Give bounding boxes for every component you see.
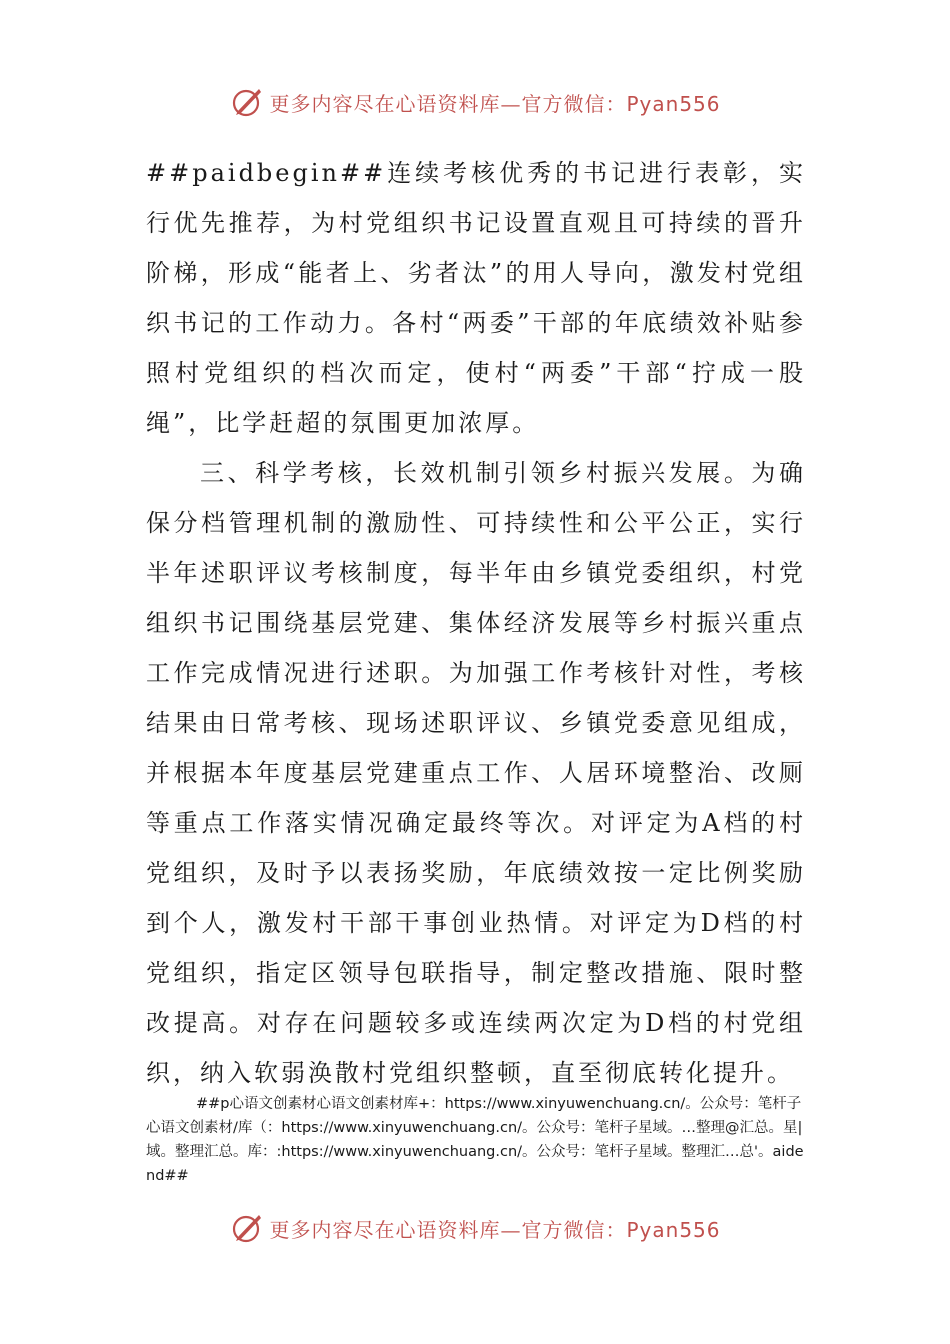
document-body	[146, 148, 806, 1098]
footnote: ##p心语文创素材心语文创素材库+：https://www.xinyuwenchuang.cn/。公众号：笔杆子心语文创素材/库（：https://www.xinyuwenchuang.cn/。公众号：笔杆子星域。…整理@汇总。星|域。整理汇总。库：:https://www.xinyuwenchuang.cn/。公众号：笔杆子星域。整理汇…总'。aidend##	[146, 1096, 804, 1184]
quill-pen-circle-icon	[229, 1210, 265, 1246]
paragraph: 三、科学考核，长效机制引领乡村振兴发展。为确保分档管理机制的激励性、可持续性和公平公正，实行半年述职评议考核制度，每半年由乡镇党委组织，村党组织书记围绕基层党建、集体经济发展等乡村振兴重点工作完成情况进行述职。为加强工作考核针对性，考核结果由日常考核、现场述职评议、乡镇党委意见组成，并根据本年度基层党建重点工作、人居环境整治、改厕等重点工作落实情况确定最终等次。对评定为A档的村党组织，及时予以表扬奖励，年底绩效按一定比例奖励到个人，激发村干部干事创业热情。对评定为D档的村党组织，指定区领导包联指导，制定整改措施、限时整改提高。对存在问题较多或连续两次定为D档的村党组织，纳入软弱涣散村党组织整顿，直至彻底转化提升。	[146, 459, 806, 1087]
banner-text: 更多内容尽在心语资料库—官方微信：Pyan556	[269, 1217, 721, 1242]
quill-pen-circle-icon	[229, 84, 265, 120]
footer-banner	[0, 1208, 950, 1248]
banner-handle: Pyan556	[626, 1217, 721, 1242]
header-banner	[0, 82, 950, 122]
banner-handle: Pyan556	[626, 91, 721, 116]
banner-text: 更多内容尽在心语资料库—官方微信：Pyan556	[269, 91, 721, 116]
paragraph: ##paidbegin##连续考核优秀的书记进行表彰，实行优先推荐，为村党组织书记设置直观且可持续的晋升阶梯，形成“能者上、劣者汰”的用人导向，激发村党组织书记的工作动力。各村“两委”干部的年底绩效补贴参照村党组织的档次而定，使村“两委”干部“拧成一股绳”，比学赶超的氛围更加浓厚。	[146, 159, 806, 437]
